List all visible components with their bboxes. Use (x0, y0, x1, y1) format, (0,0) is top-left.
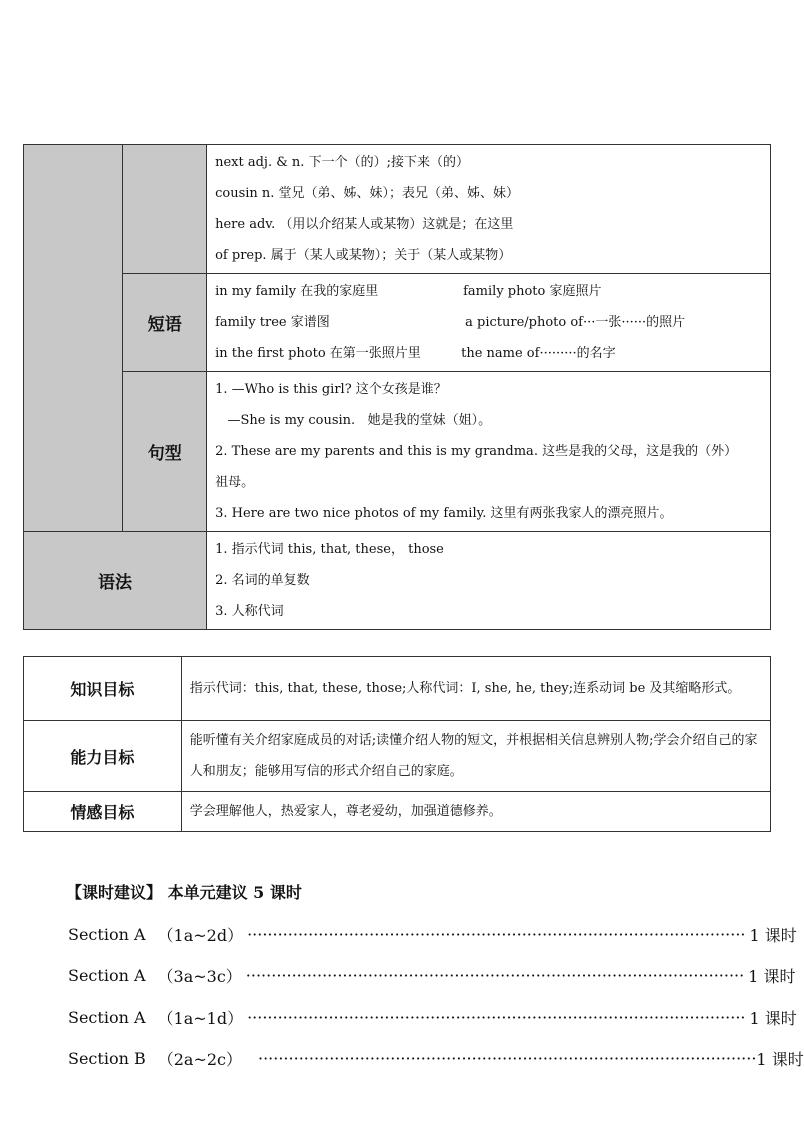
sentence-line: 祖母。 (215, 475, 255, 490)
sentence-line: —She is my cousin. 她是我的堂妹（姐）。 (215, 413, 492, 428)
goal-label-ability: 能力目标 (24, 721, 182, 792)
phrase-line: in my family 在我的家庭里 family photo 家庭照片 (215, 284, 602, 299)
goals-table (23, 656, 771, 832)
lesson-suggestion-title: 【课时建议】 本单元建议 5 课时 (66, 883, 302, 902)
words-label-cell (123, 145, 207, 274)
section-row (68, 961, 796, 989)
section-hours: 1 课时 (748, 966, 796, 986)
section-row (68, 920, 797, 948)
dot-leader: ·································································································· (245, 965, 745, 985)
grammar-line: 3. 人称代词 (215, 604, 284, 619)
section-range: （1a~1d） (157, 1008, 244, 1028)
section-name: Section A (68, 924, 146, 944)
vocab-table (23, 144, 771, 630)
goal-text-knowledge: 指示代词：this, that, these, those;人称代词：I, she, he, they;连系动词 be 及其缩略形式。 (181, 657, 770, 721)
goal-label-knowledge: 知识目标 (24, 657, 182, 721)
grammar-line: 2. 名词的单复数 (215, 573, 310, 588)
sentence-line: 3. Here are two nice photos of my family. 这里有两张我家人的漂亮照片。 (215, 506, 673, 521)
goal-label-emotion: 情感目标 (24, 792, 182, 832)
section-range: （1a~2d） (157, 925, 244, 945)
section-name: Section A (68, 1007, 146, 1027)
phrase-line: family tree 家谱图 a picture/photo of···一张······的照片 (215, 315, 686, 330)
section-hours: 1 课时 (749, 1008, 797, 1028)
sentences-label: 句型 (123, 372, 207, 532)
word-line: next adj. & n. 下一个（的）;接下来（的） (215, 155, 469, 170)
category-cell (24, 145, 123, 532)
sentence-line: 2. These are my parents and this is my grandma. 这些是我的父母，这是我的（外） (215, 444, 738, 459)
phrases-cell (207, 274, 771, 372)
section-row (68, 1044, 804, 1072)
section-row (68, 1003, 797, 1031)
goal-text-ability: 能听懂有关介绍家庭成员的对话;读懂介绍人物的短文，并根据相关信息辨别人物;学会介绍自己的家人和朋友；能够用写信的形式介绍自己的家庭。 (181, 721, 770, 792)
phrases-label: 短语 (123, 274, 207, 372)
phrase-line: in the first photo 在第一张照片里 the name of·········的名字 (215, 346, 616, 361)
sentences-cell (207, 372, 771, 532)
word-line: of prep. 属于（某人或某物）；关于（某人或某物） (215, 248, 512, 263)
word-line: here adv. （用以介绍某人或某物）这就是；在这里 (215, 217, 514, 232)
section-name: Section A (68, 965, 146, 985)
word-line: cousin n. 堂兄（弟、姊、妹）；表兄（弟、姊、妹） (215, 186, 520, 201)
section-hours: 1 课时 (756, 1049, 804, 1069)
grammar-line: 1. 指示代词 this, that, these， those (215, 542, 444, 557)
grammar-cell (207, 532, 771, 630)
dot-leader: ·································································································· (247, 1007, 746, 1027)
dot-leader: ·································································································· (258, 1048, 757, 1068)
section-range: （3a~3c） (157, 966, 242, 986)
dot-leader: ·································································································· (247, 924, 746, 944)
section-name: Section B (68, 1048, 146, 1068)
sentence-line: 1. —Who is this girl? 这个女孩是谁？ (215, 382, 447, 397)
words-cell (207, 145, 771, 274)
section-range: （2a~2c） (157, 1049, 242, 1069)
section-hours: 1 课时 (749, 925, 797, 945)
goal-text-emotion: 学会理解他人，热爱家人，尊老爱幼，加强道德修养。 (181, 792, 770, 832)
grammar-label: 语法 (24, 532, 207, 630)
